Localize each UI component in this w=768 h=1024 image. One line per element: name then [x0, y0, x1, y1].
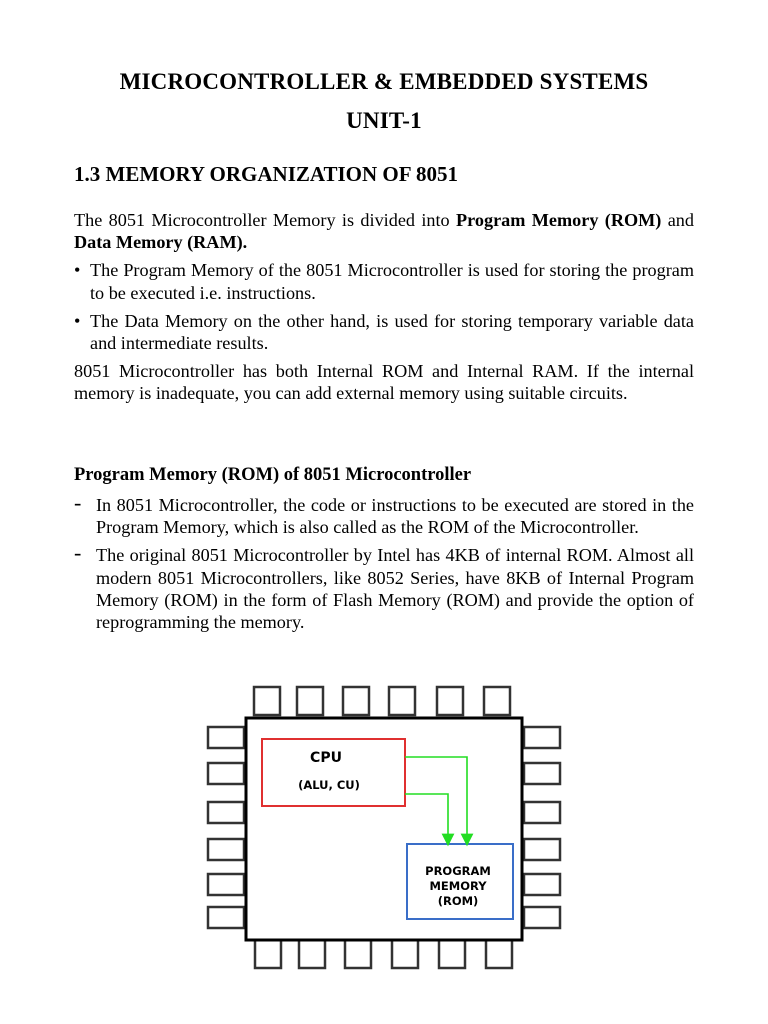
chip-pin	[208, 907, 244, 928]
data-memory-term: Data Memory (RAM).	[74, 232, 248, 253]
chip-pin	[524, 839, 560, 860]
left-pins	[208, 727, 244, 928]
right-pins	[524, 727, 560, 928]
chip-pin	[437, 687, 463, 715]
chip-pin	[255, 940, 281, 968]
chip-pin	[524, 874, 560, 895]
unit-title: UNIT-1	[346, 108, 422, 133]
chip-body	[246, 718, 522, 940]
dash-mark: -	[74, 540, 82, 566]
cpu-label: CPU	[310, 750, 342, 766]
chip-pin	[524, 727, 560, 748]
chip-pin	[524, 802, 560, 823]
rom-label-line3: (ROM)	[437, 894, 479, 908]
chip-pin	[486, 940, 512, 968]
chip-pin	[297, 687, 323, 715]
chip-pin	[208, 727, 244, 748]
dash-mark: -	[74, 490, 82, 515]
bullet-mark: •	[74, 310, 81, 331]
cpu-to-rom-arrow-outer	[405, 757, 467, 840]
dash-text: The original 8051 Microcontroller by Intel has 4KB of internal ROM. Almost all modern 8051 Microcontrollers, like 8052 Series, have 8KB of Internal Program Memory (ROM) in the form of Flash Memory (ROM) and provide the option of reprogramming the memory.	[96, 545, 694, 633]
chip-pin	[392, 940, 418, 968]
intro-and: and	[661, 210, 694, 230]
bullet-text: The Program Memory of the 8051 Microcontroller is used for storing the program to be executed i.e. instructions.	[90, 260, 694, 303]
chip-pin	[208, 763, 244, 784]
chip-pin	[524, 763, 560, 784]
chip-pin	[484, 687, 510, 715]
bottom-pins	[255, 940, 512, 968]
chip-pin	[254, 687, 280, 715]
document-title: MICROCONTROLLER & EMBEDDED SYSTEMS	[119, 69, 649, 94]
chip-pin	[208, 874, 244, 895]
chip-pin	[389, 687, 415, 715]
bullet-text: The Data Memory on the other hand, is used for storing temporary variable data and intermediate results.	[90, 310, 694, 354]
chip-pin	[439, 940, 465, 968]
chip-pin	[343, 687, 369, 715]
chip-pin	[524, 907, 560, 928]
chip-pin	[208, 802, 244, 823]
top-pins	[254, 687, 510, 715]
rom-label-line2: MEMORY	[429, 879, 487, 893]
cpu-to-rom-arrow-inner	[405, 794, 448, 840]
memory-paragraph: 8051 Microcontroller has both Internal ROM and Internal RAM. If the internal memory is inadequate, you can add external memory using suitable circuits.	[74, 361, 694, 404]
cpu-sub-label: (ALU, CU)	[298, 778, 360, 792]
program-memory-heading: Program Memory (ROM) of 8051 Microcontroller	[74, 465, 472, 485]
rom-label-line1: PROGRAM	[425, 864, 491, 878]
bullet-mark: •	[74, 260, 81, 281]
program-memory-term: Program Memory (ROM)	[456, 210, 662, 230]
chip-pin	[299, 940, 325, 968]
intro-text: The 8051 Microcontroller Memory is divided into	[74, 210, 457, 230]
chip-pin	[208, 839, 244, 860]
dash-text: In 8051 Microcontroller, the code or instructions to be executed are stored in the Program Memory, which is also called as the ROM of the Microcontroller.	[96, 495, 694, 538]
section-heading: 1.3 MEMORY ORGANIZATION OF 8051	[74, 162, 459, 186]
chip-pin	[345, 940, 371, 968]
